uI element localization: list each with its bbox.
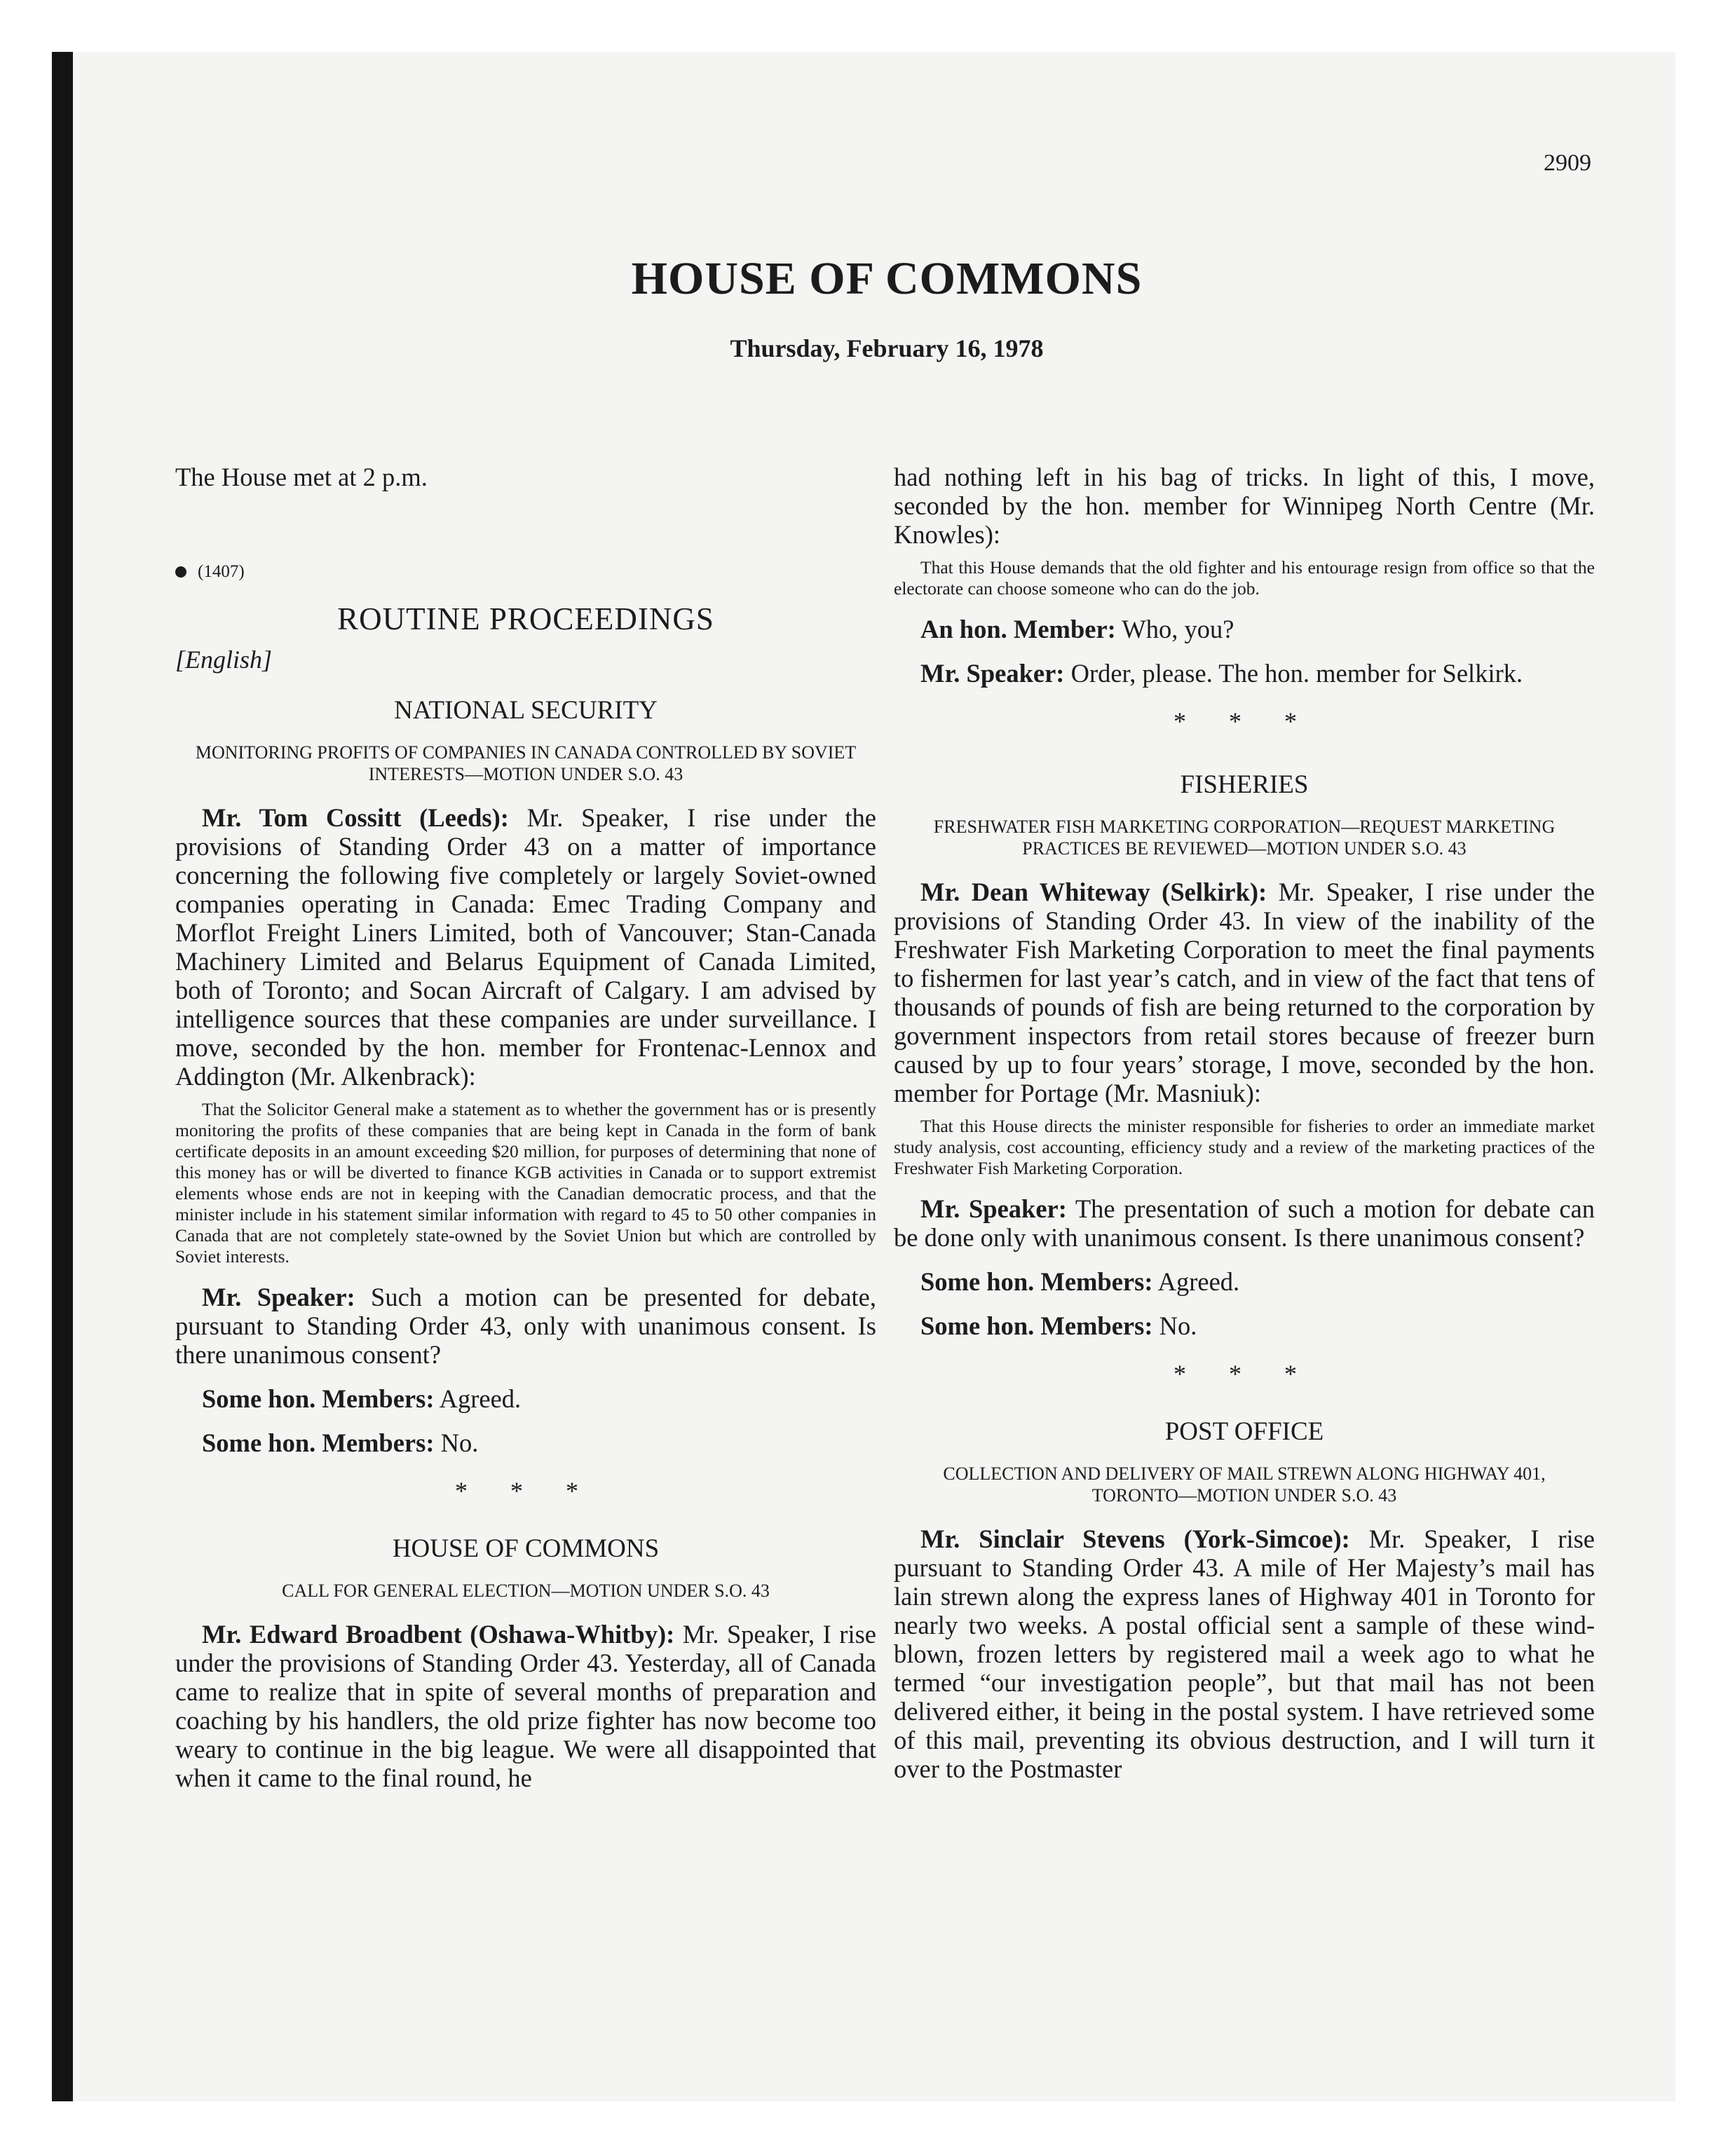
subheading-freshwater-fish: FRESHWATER FISH MARKETING CORPORATION—REQUEST MARKETING PRACTICES BE REVIEWED—MOTION UNDER S.O. 43 (933, 817, 1556, 859)
speech-text: Such a motion can be presented for debate, pursuant to Standing Order 43, only with unanimous consent. Is there unanimous consent? (175, 1283, 876, 1369)
response-no (894, 1311, 1595, 1340)
section-separator: * * * (1173, 707, 1315, 735)
subheading-mail-strewn: COLLECTION AND DELIVERY OF MAIL STREWN ALONG HIGHWAY 401, TORONTO—MOTION UNDER S.O. 43 (943, 1464, 1546, 1506)
left-column (175, 463, 876, 1792)
speech-speaker (175, 1283, 876, 1369)
response-no (175, 1428, 876, 1457)
motion-text: That the Solicitor General make a statement as to whether the government has or is presently monitoring the profits of these companies that are being kept in Canada in the form of bank certificate deposits in an amount exceeding $20 million, for purposes of determining that none of this money has or will be diverted to finance KGB activities in Canada or to support extremist elements whose ends are not in keeping with the Canadian democratic process, and that the minister include in his statement similar information with regard to 45 to 50 other companies in Canada that are not completely state-owned by the Soviet Union but which are controlled by Soviet interests. (175, 1099, 876, 1267)
response-text: Who, you? (1122, 615, 1234, 643)
speaker-name: Mr. Edward Broadbent (Oshawa-Whitby): (202, 1620, 675, 1649)
speaker-name: Some hon. Members: (920, 1311, 1153, 1340)
page-title: HOUSE OF COMMONS (631, 253, 1143, 304)
heading-post-office: POST OFFICE (1164, 1417, 1324, 1446)
speaker-name: Mr. Tom Cossitt (Leeds): (202, 803, 509, 832)
speaker-name: Some hon. Members: (202, 1384, 435, 1413)
response-text: No. (1159, 1311, 1197, 1340)
section-separator: * * * (1173, 1360, 1315, 1388)
speaker-name: Mr. Speaker: (920, 1194, 1067, 1223)
response-text: No. (440, 1428, 479, 1457)
bullet-icon (175, 566, 186, 578)
sitting-date: Thursday, February 16, 1978 (730, 334, 1044, 362)
speech-text: Mr. Speaker, I rise under the provisions of Standing Order 43. Yesterday, all of Canada came to realize that in spite of several months of preparation and coaching by his handlers, the old prize fighter has now become too weary to continue in the big league. We were all disappointed that when it came to the final round, he (175, 1620, 877, 1792)
speech-text: Mr. Speaker, I rise pursuant to Standing Order 43. A mile of Her Majesty’s mail has lain strewn along the express lanes of Highway 401 in Toronto for nearly two weeks. A postal official sent a sample of these wind-blown, frozen letters by registered mail a week ago to what he termed “our investigation people”, but that mail has not been delivered either, it being in the postal system. I have retrieved some of this mail, preventing its obvious destruction, and I will turn it over to the Postmaster (894, 1524, 1595, 1783)
right-column (894, 463, 1595, 1783)
speech-speaker (894, 659, 1595, 688)
heading-house-of-commons: HOUSE OF COMMONS (392, 1534, 660, 1563)
speaker-name: Mr. Speaker: (202, 1283, 355, 1311)
speech-text: The presentation of such a motion for debate can be done only with unanimous consent. Is there unanimous consent? (894, 1194, 1595, 1252)
speaker-name: Mr. Sinclair Stevens (York-Simcoe): (920, 1524, 1350, 1553)
motion-text: That this House demands that the old fighter and his entourage resign from office so that the electorate can choose someone who can do the job. (894, 557, 1595, 599)
response-text: Agreed. (1157, 1267, 1240, 1296)
interjection (894, 615, 1595, 643)
page-number: 2909 (1544, 150, 1591, 176)
timestamp (175, 561, 876, 582)
binding-edge (52, 52, 73, 2101)
response-agreed (175, 1384, 876, 1413)
speech-stevens (894, 1524, 1595, 1783)
subheading-general-election: CALL FOR GENERAL ELECTION—MOTION UNDER S.O. 43 (282, 1581, 770, 1601)
speech-speaker (894, 1194, 1595, 1252)
speaker-name: An hon. Member: (920, 615, 1116, 643)
section-title: ROUTINE PROCEEDINGS (337, 601, 714, 636)
speech-text: Mr. Speaker, I rise under the provisions of Standing Order 43 on a matter of importance concerning the following five completely or largely Soviet-owned companies operating in Canada: Emec Trading Company and Morflot Freight Liners Limited, both of Vancouver; Stan-Canada Machinery Limited and Belarus Equipment of Canada Limited, both of Toronto; and Socan Aircraft of Calgary. I am advised by intelligence sources that these companies are under surveillance. I move, seconded by the hon. member for Frontenac-Lennox and Addington (Mr. Alkenbrack): (175, 803, 876, 1091)
language-tag: [English] (175, 646, 273, 674)
speaker-name: Some hon. Members: (920, 1267, 1153, 1296)
heading-national-security: NATIONAL SECURITY (394, 696, 658, 725)
response-text: Agreed. (439, 1384, 522, 1413)
response-agreed (894, 1267, 1595, 1296)
speech-text: Mr. Speaker, I rise under the provisions of Standing Order 43. In view of the inability of the Freshwater Fish Marketing Corporation to meet the final payments to fishermen for last year’s catch, and in view of the fact that tens of thousands of pounds of fish are being returned to the corporation by government inspectors from retail stores because of freezer burn caused by up to four years’ storage, I move, seconded by the hon. member for Portage (Mr. Masniuk): (894, 878, 1595, 1107)
timestamp-text: (1407) (198, 562, 245, 581)
section-separator: * * * (455, 1477, 597, 1505)
speech-text: Order, please. The hon. member for Selkirk. (1070, 659, 1523, 688)
speech-cossitt (175, 803, 876, 1091)
subheading-monitoring-profits: MONITORING PROFITS OF COMPANIES IN CANADA CONTROLLED BY SOVIET INTERESTS—MOTION UNDER S.O. 43 (195, 742, 857, 784)
motion-text: That this House directs the minister responsible for fisheries to order an immediate market study analysis, cost accounting, efficiency study and a review of the marketing practices of the Freshwater Fish Marketing Corporation. (894, 1116, 1595, 1178)
speaker-name: Mr. Speaker: (920, 659, 1065, 688)
speech-whiteway (894, 878, 1595, 1107)
speech-broadbent (175, 1620, 876, 1792)
speaker-name: Some hon. Members: (202, 1428, 435, 1457)
speech-continued: had nothing left in his bag of tricks. In light of this, I move, seconded by the hon. member for Winnipeg North Centre (Mr. Knowles): (894, 463, 1595, 549)
heading-fisheries: FISHERIES (1180, 770, 1309, 799)
speaker-name: Mr. Dean Whiteway (Selkirk): (920, 878, 1267, 906)
opening-line: The House met at 2 p.m. (175, 463, 428, 491)
